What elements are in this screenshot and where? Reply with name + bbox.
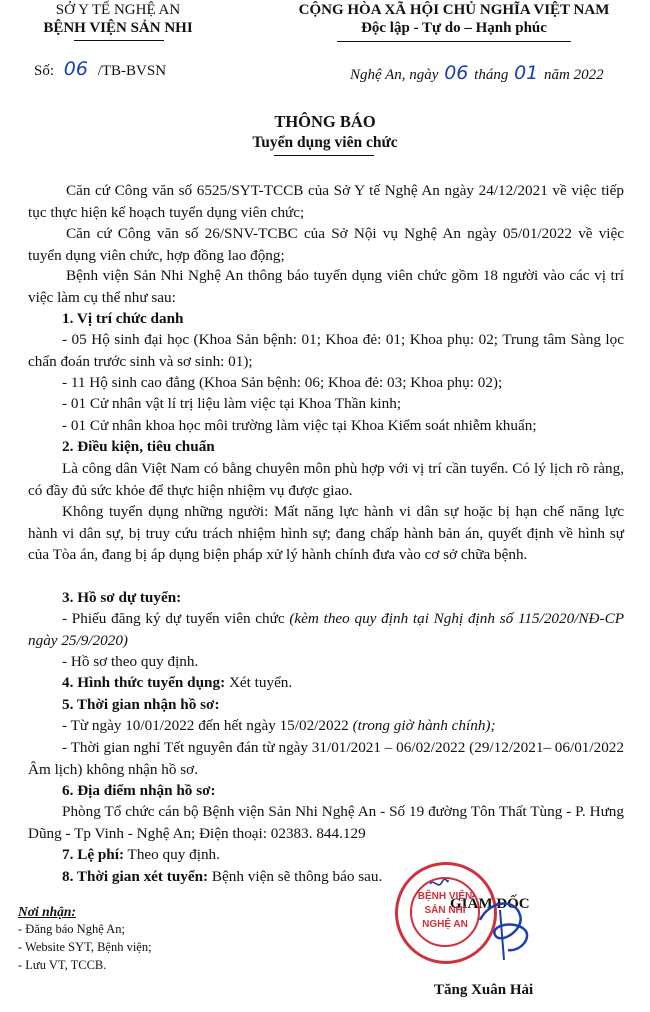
section-2-paragraph-2: Không tuyển dụng những người: Mất năng lực hành vi dân sự hoặc bị hạn chế năng lực hành vi dân sự, bị truy cứu trách nhiệm hình sự; đang chấp hành bản án, quyết định về hình sự của Tòa án, đang bị áp dụng biện pháp xử lý hành chính đưa vào cơ sở chữa bệnh. <box>28 503 624 564</box>
intro-paragraph-1: Căn cứ Công văn số 6525/SYT-TCCB của Sở Y tế Nghệ An ngày 24/12/2021 về việc tiếp tục thực hiện kế hoạch tuyển dụng viên chức; <box>28 182 624 221</box>
section-7 <box>28 844 650 866</box>
seal-line: BỆNH VIỆN <box>417 891 473 902</box>
section-1-item: - 05 Hộ sinh đại học (Khoa Sản bệnh: 01; Khoa đẻ: 01; Khoa phụ: 02; Trung tâm Sàng lọc chẩn đoán trước sinh và sơ sinh: 01); <box>28 331 624 370</box>
section-5-item-1: - Từ ngày 10/01/2022 đến hết ngày 15/02/2022 (trong giờ hành chính); <box>62 717 496 734</box>
title-rule <box>274 155 374 156</box>
section-3-item-1-note: (kèm theo quy định tại Nghị định số 115/2020/NĐ-CP ngày 25/9/2020) <box>28 610 624 649</box>
recipient-item: - Lưu VT, TCCB. <box>18 958 107 972</box>
hospital-name: BỆNH VIỆN SẢN NHI <box>43 20 193 36</box>
section-4 <box>28 672 650 694</box>
handwritten-day: 06 <box>444 62 469 84</box>
section-7-text: Theo quy định. <box>124 846 220 863</box>
section-7-heading: 7. Lệ phí: <box>62 846 125 863</box>
section-1-item: - 01 Cử nhân khoa học môi trường làm việc tại Khoa Kiểm soát nhiễm khuẩn; <box>62 417 537 434</box>
intro-paragraph-2: Căn cứ Công văn số 26/SNV-TCBC của Sở Nội vụ Nghệ An ngày 05/01/2022 về việc tuyển dụng viên chức, hợp đồng lao động; <box>28 225 624 264</box>
section-4-heading: 4. Hình thức tuyển dụng: <box>62 674 226 691</box>
document-date: Nghệ An, ngày 06 tháng 01 năm 2022 <box>350 62 604 84</box>
recipient-item: - Website SYT, Bệnh viện; <box>18 940 152 954</box>
signer-name: Tăng Xuân Hải <box>434 982 534 998</box>
section-5-item-1-note: (trong giờ hành chính); <box>352 717 496 734</box>
section-8-text: Bệnh viện sẽ thông báo sau. <box>208 868 383 885</box>
section-2-heading: 2. Điều kiện, tiêu chuẩn <box>62 438 215 455</box>
handwritten-month: 01 <box>514 62 539 84</box>
intro-paragraph-3: Bệnh viện Sản Nhi Nghệ An thông báo tuyển dụng viên chức gồm 18 người vào các vị trí việc làm cụ thể như sau: <box>28 267 624 306</box>
section-4-text: Xét tuyển. <box>225 674 293 691</box>
recipients-label: Nơi nhận: <box>18 904 76 919</box>
section-1-heading: 1. Vị trí chức danh <box>62 310 184 327</box>
section-8-heading: 8. Thời gian xét tuyển: <box>62 868 209 885</box>
nation-name: CỘNG HÒA XÃ HỘI CHỦ NGHĨA VIỆT NAM <box>298 2 610 18</box>
handwritten-signature <box>470 890 540 970</box>
document-title: THÔNG BÁO <box>274 112 376 131</box>
section-1-item: - 11 Hộ sinh cao đẳng (Khoa Sản bệnh: 06; Khoa đẻ: 03; Khoa phụ: 02); <box>62 374 503 391</box>
header-left-rule <box>74 40 164 41</box>
section-2-paragraph-1: Là công dân Việt Nam có bằng chuyên môn phù hợp với vị trí cần tuyển. Có lý lịch rõ ràng, có đầy đủ sức khỏe để thực hiện nhiệm vụ được giao. <box>28 460 624 499</box>
header-right-rule <box>337 41 571 42</box>
document-subtitle: Tuyển dụng viên chức <box>252 134 398 151</box>
section-6-text: Phòng Tổ chức cán bộ Bệnh viện Sản Nhi Nghệ An - Số 19 đường Tôn Thất Tùng - P. Hưng Dũng - Tp Vinh - Nghệ An; Điện thoại: 02383. 844.129 <box>28 803 624 842</box>
section-3-item-2: - Hồ sơ theo quy định. <box>62 653 199 670</box>
ministry-name: SỞ Y TẾ NGHỆ AN <box>55 2 181 18</box>
section-1-item: - 01 Cử nhân vật lí trị liệu làm việc tại Khoa Thần kinh; <box>62 395 402 412</box>
section-3-item-1: - Phiếu đăng ký dự tuyển viên chức (kèm theo quy định tại Nghị định số 115/2020/NĐ-CP ngày 25/9/2020) <box>28 610 624 649</box>
recipient-item: - Đăng báo Nghệ An; <box>18 922 125 936</box>
handwritten-number: 06 <box>63 58 88 80</box>
document-number: Số: 06 /TB-BVSN <box>34 58 167 80</box>
seal-line: SẢN NHI <box>424 905 466 916</box>
section-8 <box>28 866 650 888</box>
seal-line: NGHỆ AN <box>422 919 468 930</box>
motto: Độc lập - Tự do – Hạnh phúc <box>361 20 547 36</box>
section-5-item-2: - Thời gian nghỉ Tết nguyên đán từ ngày 31/01/2021 – 06/02/2022 (29/12/2021– 06/01/2022 Âm lịch) không nhận hồ sơ. <box>28 739 624 778</box>
section-5-heading: 5. Thời gian nhận hồ sơ: <box>62 696 220 713</box>
signature-title: GIÁM ĐỐC <box>450 896 530 912</box>
section-3-heading: 3. Hồ sơ dự tuyển: <box>62 589 182 606</box>
section-6-heading: 6. Địa điểm nhận hồ sơ: <box>62 782 216 799</box>
